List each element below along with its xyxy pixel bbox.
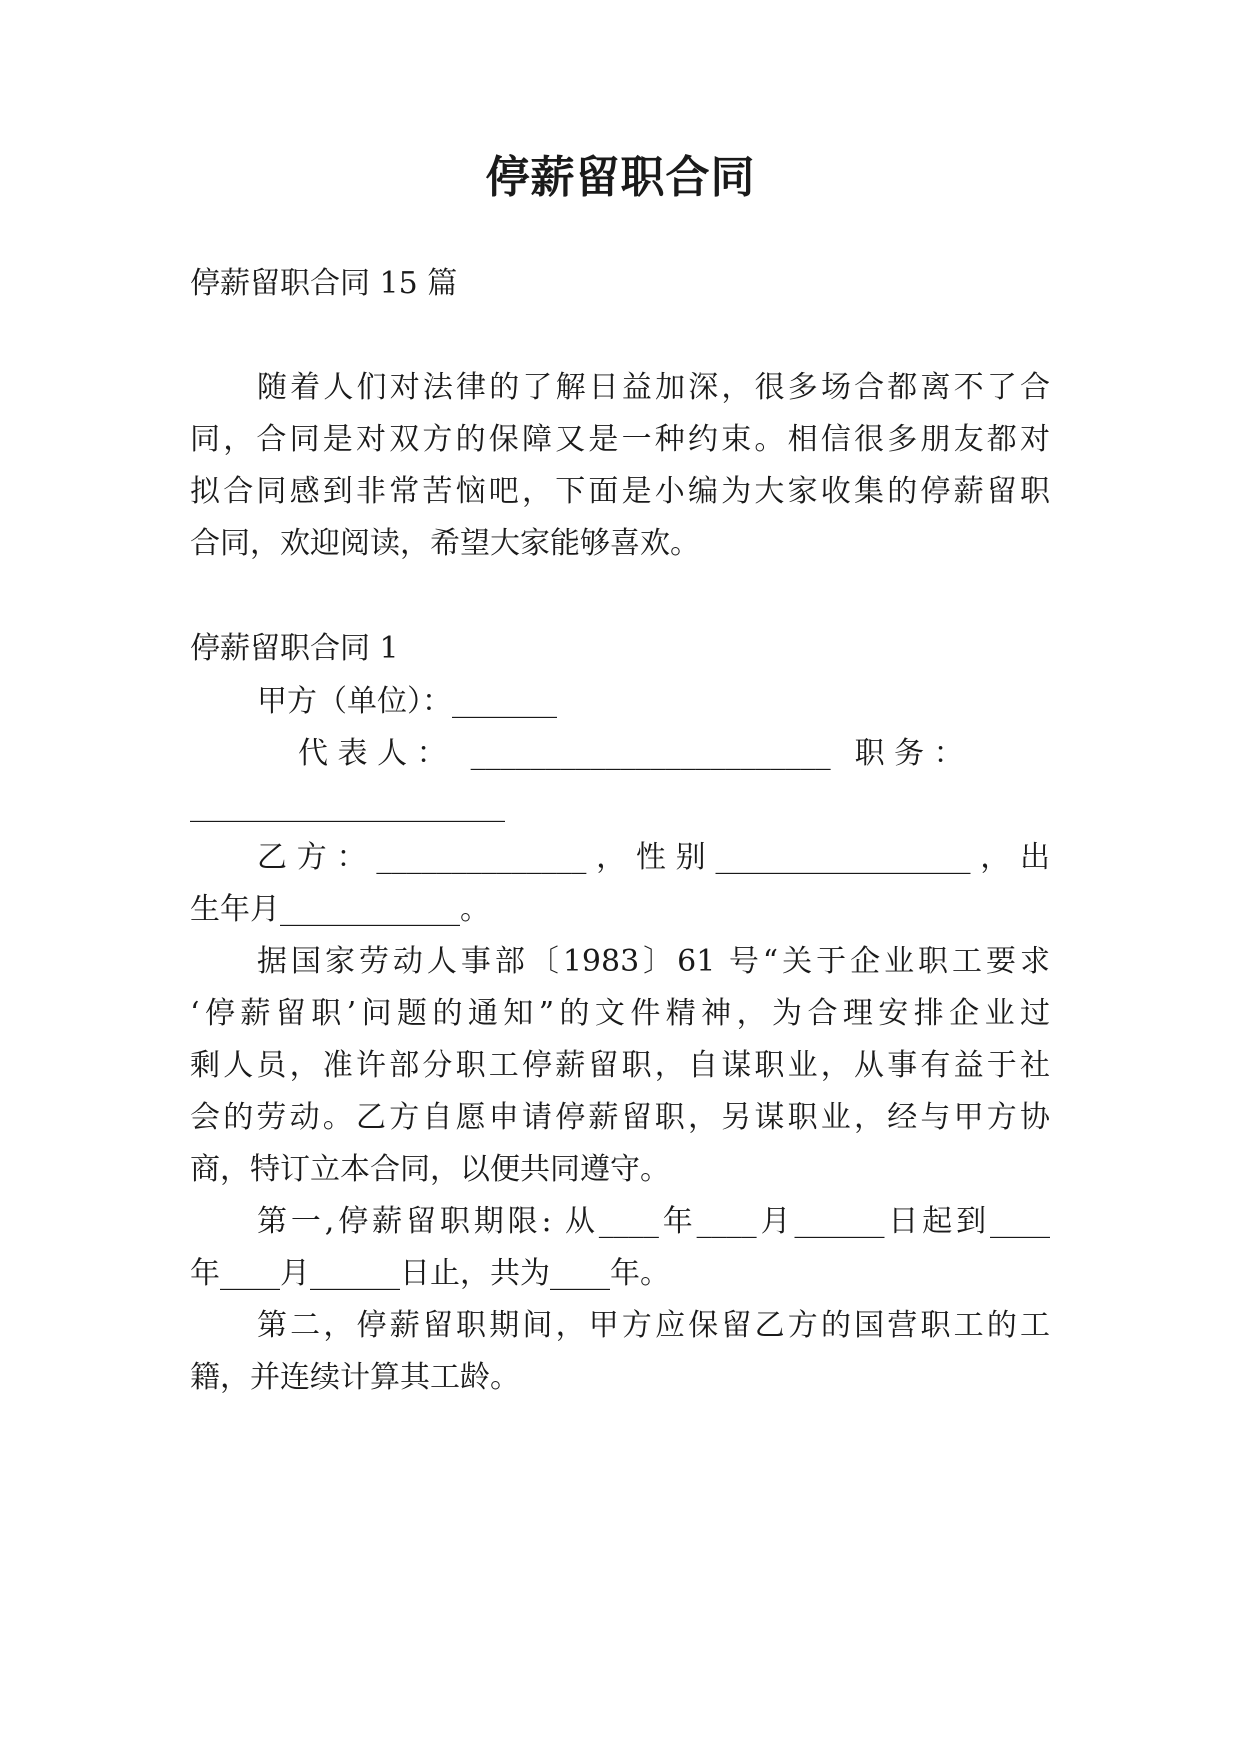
clause-1-line-2: 年____月______日止，共为____年。	[190, 1256, 670, 1291]
intro-line-4: 合同，欢迎阅读，希望大家能够喜欢。	[190, 526, 700, 561]
party-a-line: 甲方（单位）：_______	[257, 684, 557, 719]
representative-line	[298, 732, 1050, 776]
party-b-line-2: 生年月____________。	[190, 892, 490, 927]
clause-2-line-2: 籍，并连续计算其工龄。	[190, 1360, 520, 1395]
intro-line-2: 同，合同是对双方的保障又是一种约束。相信很多朋友都对	[190, 422, 1050, 457]
intro-line-1: 随着人们对法律的了解日益加深，很多场合都离不了合	[257, 370, 1050, 405]
document-title: 停薪留职合同	[485, 152, 756, 203]
basis-line-1: 据国家劳动人事部〔1983〕61 号“关于企业职工要求	[257, 944, 1050, 979]
section-heading: 停薪留职合同 1	[190, 631, 399, 666]
position-label: 职 务 ：	[854, 736, 964, 771]
clause-2-line-1: 第二，停薪留职期间，甲方应保留乙方的国营职工的工	[257, 1308, 1050, 1343]
party-b-line-1: 乙方：______________，性别_________________，出	[257, 840, 1050, 875]
basis-line-4: 会的劳动。乙方自愿申请停薪留职，另谋职业，经与甲方协	[190, 1100, 1050, 1135]
clause-1-line-1: 第一,停薪留职期限: 从____年____月______日起到____	[257, 1204, 1050, 1239]
position-blank: _____________________	[190, 788, 505, 823]
intro-line-3: 拟合同感到非常苦恼吧，下面是小编为大家收集的停薪留职	[190, 474, 1050, 509]
representative-blank: ________________________	[470, 736, 831, 771]
basis-line-3: 剩人员，准许部分职工停薪留职，自谋职业，从事有益于社	[190, 1048, 1050, 1083]
basis-line-2: ‘停薪留职’问题的通知”的文件精神，为合理安排企业过	[190, 996, 1050, 1031]
document-subtitle: 停薪留职合同 15 篇	[190, 266, 458, 301]
representative-label: 代 表 人 ：	[298, 736, 447, 771]
basis-line-5: 商，特订立本合同，以便共同遵守。	[190, 1152, 670, 1187]
